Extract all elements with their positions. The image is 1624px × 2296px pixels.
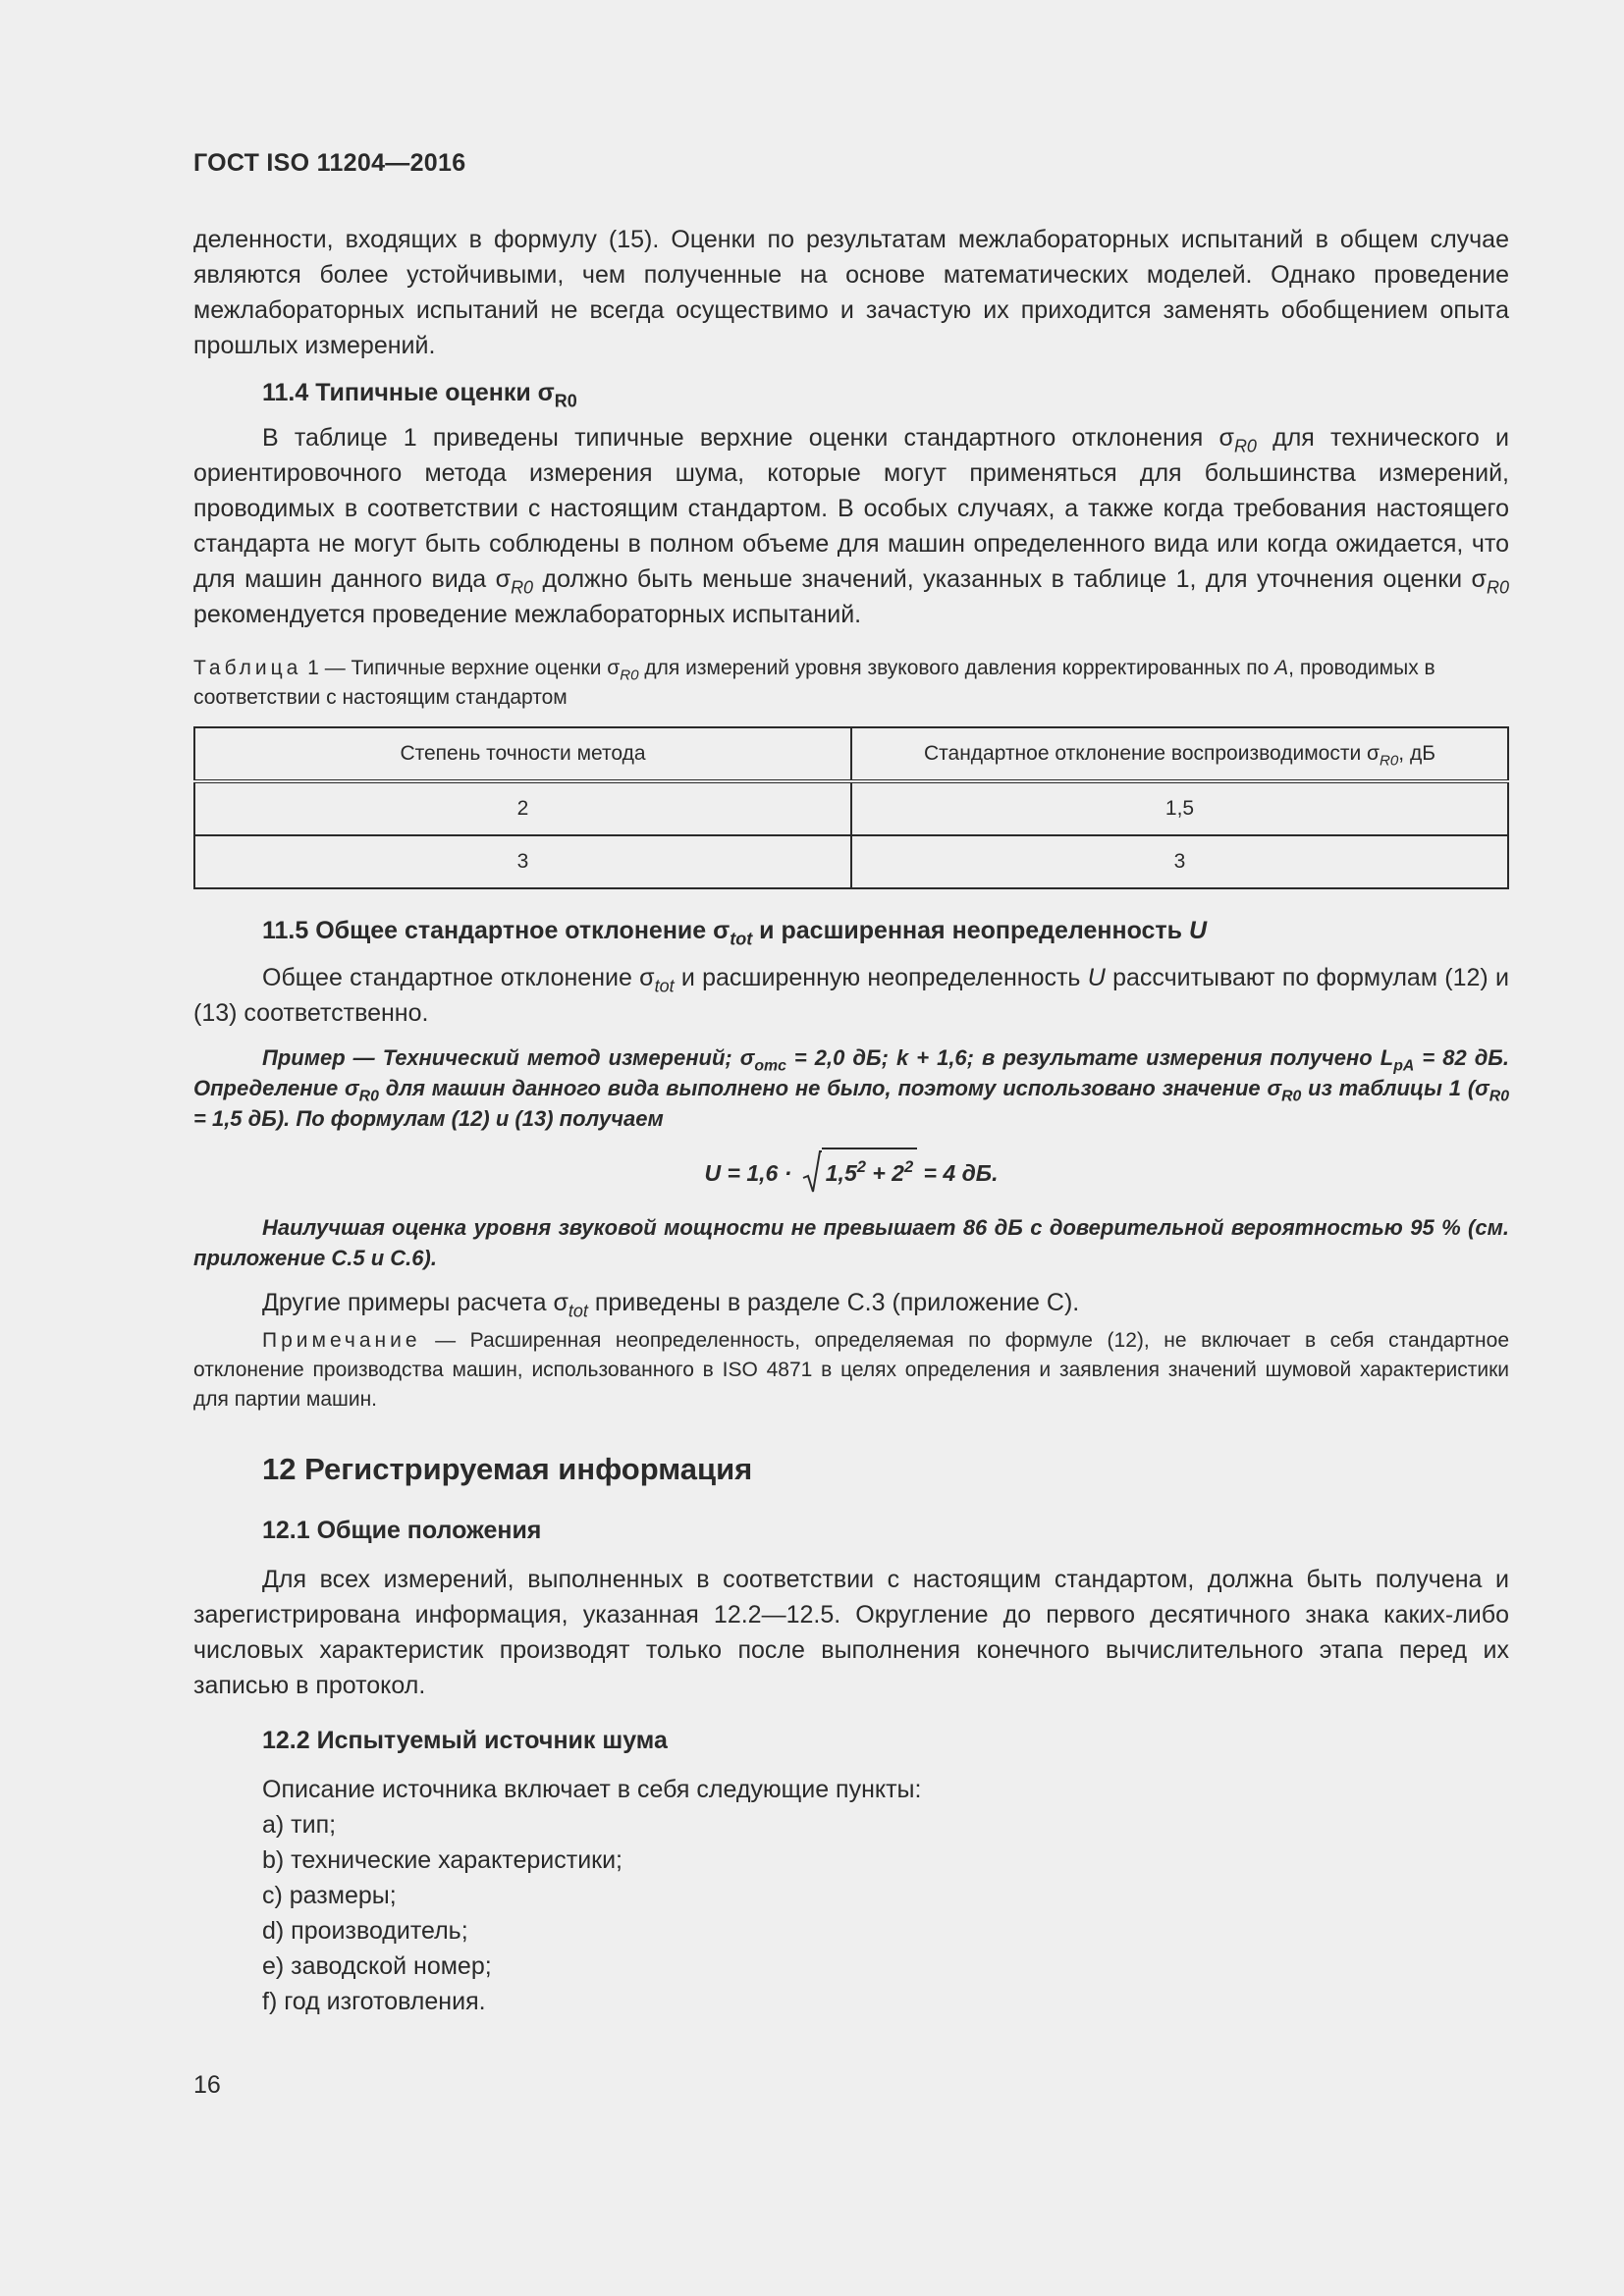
section-12-heading: 12 Регистрируемая информация bbox=[262, 1452, 753, 1486]
section-12-1-paragraph: Для всех измерений, выполненных в соответствии с настоящим стандартом, должна быть получена и зарегистрирована информация, указанная 12.2—12.5. Округление до первого десятичного знака каких-либо числовых характеристик производят только после выполнения конечного вычислительного этапа перед их записью в протокол. bbox=[193, 1566, 1509, 1699]
section-11-5-heading: 11.5 Общее стандартное отклонение $\sigma_{tot}$ и расширенная неопределенность U bbox=[262, 917, 1208, 949]
example-conclusion: Наилучшая оценка уровня звуковой мощности не превышает 86 дБ с доверительной вероятностью 95 % (см. приложение С.5 и С.6). bbox=[193, 1215, 1509, 1270]
table-row bbox=[194, 835, 1508, 888]
table-cell: 2 bbox=[194, 781, 851, 835]
section-12-1-heading: 12.1 Общие положения bbox=[262, 1517, 542, 1544]
section-11-4-paragraph: В таблице 1 приведены типичные верхние оценки стандартного отклонения $\sigma_{R0}$ для технического и ориентировочного метода измерения шума, которые могут применяться для большинства измерений, проводимых в соответствии с настоящим стандартом. В особых случаях, а также когда требования настоящего стандарта не могут быть соблюдены в полном объеме для машин определенного вида или когда ожидается, что для машин данного вида $\sigma_{R0}$ должно быть меньше значений, указанных в таблице 1, для уточнения оценки $\sigma_{R0}$ рекомендуется проведение межлабораторных испытаний. bbox=[193, 424, 1509, 628]
list-intro: Описание источника включает в себя следующие пункты: bbox=[262, 1776, 922, 1803]
table-cell: 3 bbox=[194, 835, 851, 888]
note-paragraph: Примечание — Расширенная неопределенность, определяемая по формуле (12), не включает в себя стандартное отклонение производства машин, использованного в ISO 4871 в целях определения и заявления значений шумовой характеристики для партии машин. bbox=[193, 1329, 1509, 1411]
list-item: b) технические характеристики; bbox=[262, 1846, 623, 1874]
list-item: c) размеры; bbox=[262, 1882, 397, 1909]
example-paragraph: Пример — Технический метод измерений; $\sigma_{omc} = 2,0$ дБ; k + 1,6; в результате измерения получено $L_{pA} = 82$ дБ. Определение $\sigma_{R0}$ для машин данного вида выполнено не было, поэтому использовано значение $\sigma_{R0}$ из таблицы 1 ($\sigma_{R0} = 1,5$ дБ). По формулам (12) и (13) получаем bbox=[193, 1045, 1510, 1131]
table-header-cell: Степень точности метода bbox=[194, 727, 851, 781]
list-item: a) тип; bbox=[262, 1811, 337, 1839]
page-number: 16 bbox=[193, 2071, 221, 2099]
page-content bbox=[193, 222, 1509, 2019]
list-item: f) год изготовления. bbox=[262, 1988, 486, 2015]
section-12-2-heading: 12.2 Испытуемый источник шума bbox=[262, 1727, 668, 1754]
table-cell: 3 bbox=[851, 835, 1508, 888]
table-caption: Таблица 1 — Типичные верхние оценки $\sigma_{R0}$ для измерений уровня звукового давления корректированных по A, проводимых в соответствии с настоящим стандартом bbox=[193, 657, 1435, 709]
table-1 bbox=[193, 726, 1509, 889]
section-11-4-heading: 11.4 Типичные оценки $\sigma_{R0}$ bbox=[262, 379, 577, 411]
other-examples-paragraph: Другие примеры расчета $\sigma_{tot}$ приведены в разделе С.3 (приложение С). bbox=[262, 1289, 1080, 1321]
list-item: e) заводской номер; bbox=[262, 1952, 492, 1980]
list-item: d) производитель; bbox=[262, 1917, 468, 1945]
table-header-row bbox=[194, 727, 1508, 781]
document-header: ГОСТ ISO 11204—2016 bbox=[193, 149, 466, 177]
table-row bbox=[194, 781, 1508, 835]
intro-paragraph: деленности, входящих в формулу (15). Оценки по результатам межлабораторных испытаний в общем случае являются более устойчивыми, чем полученные на основе математических моделей. Однако проведение межлабораторных испытаний не всегда осуществимо и зачастую их приходится заменять обобщением опыта прошлых измерений. bbox=[193, 226, 1509, 359]
source-description-list bbox=[193, 1772, 1509, 2019]
formula: U = 1,6 · $1,5^2 + 2^2 = 4$ дБ. bbox=[193, 1148, 1509, 1191]
table-header-cell: Стандартное отклонение воспроизводимости $\sigma_{R0}$, дБ bbox=[851, 727, 1508, 781]
square-root: $1,5^2 + 2^2$ bbox=[802, 1148, 917, 1191]
radical-sign-icon bbox=[802, 1150, 822, 1194]
section-11-5-paragraph: Общее стандартное отклонение $\sigma_{tot}$ и расширенную неопределенность U рассчитывают по формулам (12) и (13) соответственно. bbox=[193, 964, 1509, 1027]
table-cell: 1,5 bbox=[851, 781, 1508, 835]
